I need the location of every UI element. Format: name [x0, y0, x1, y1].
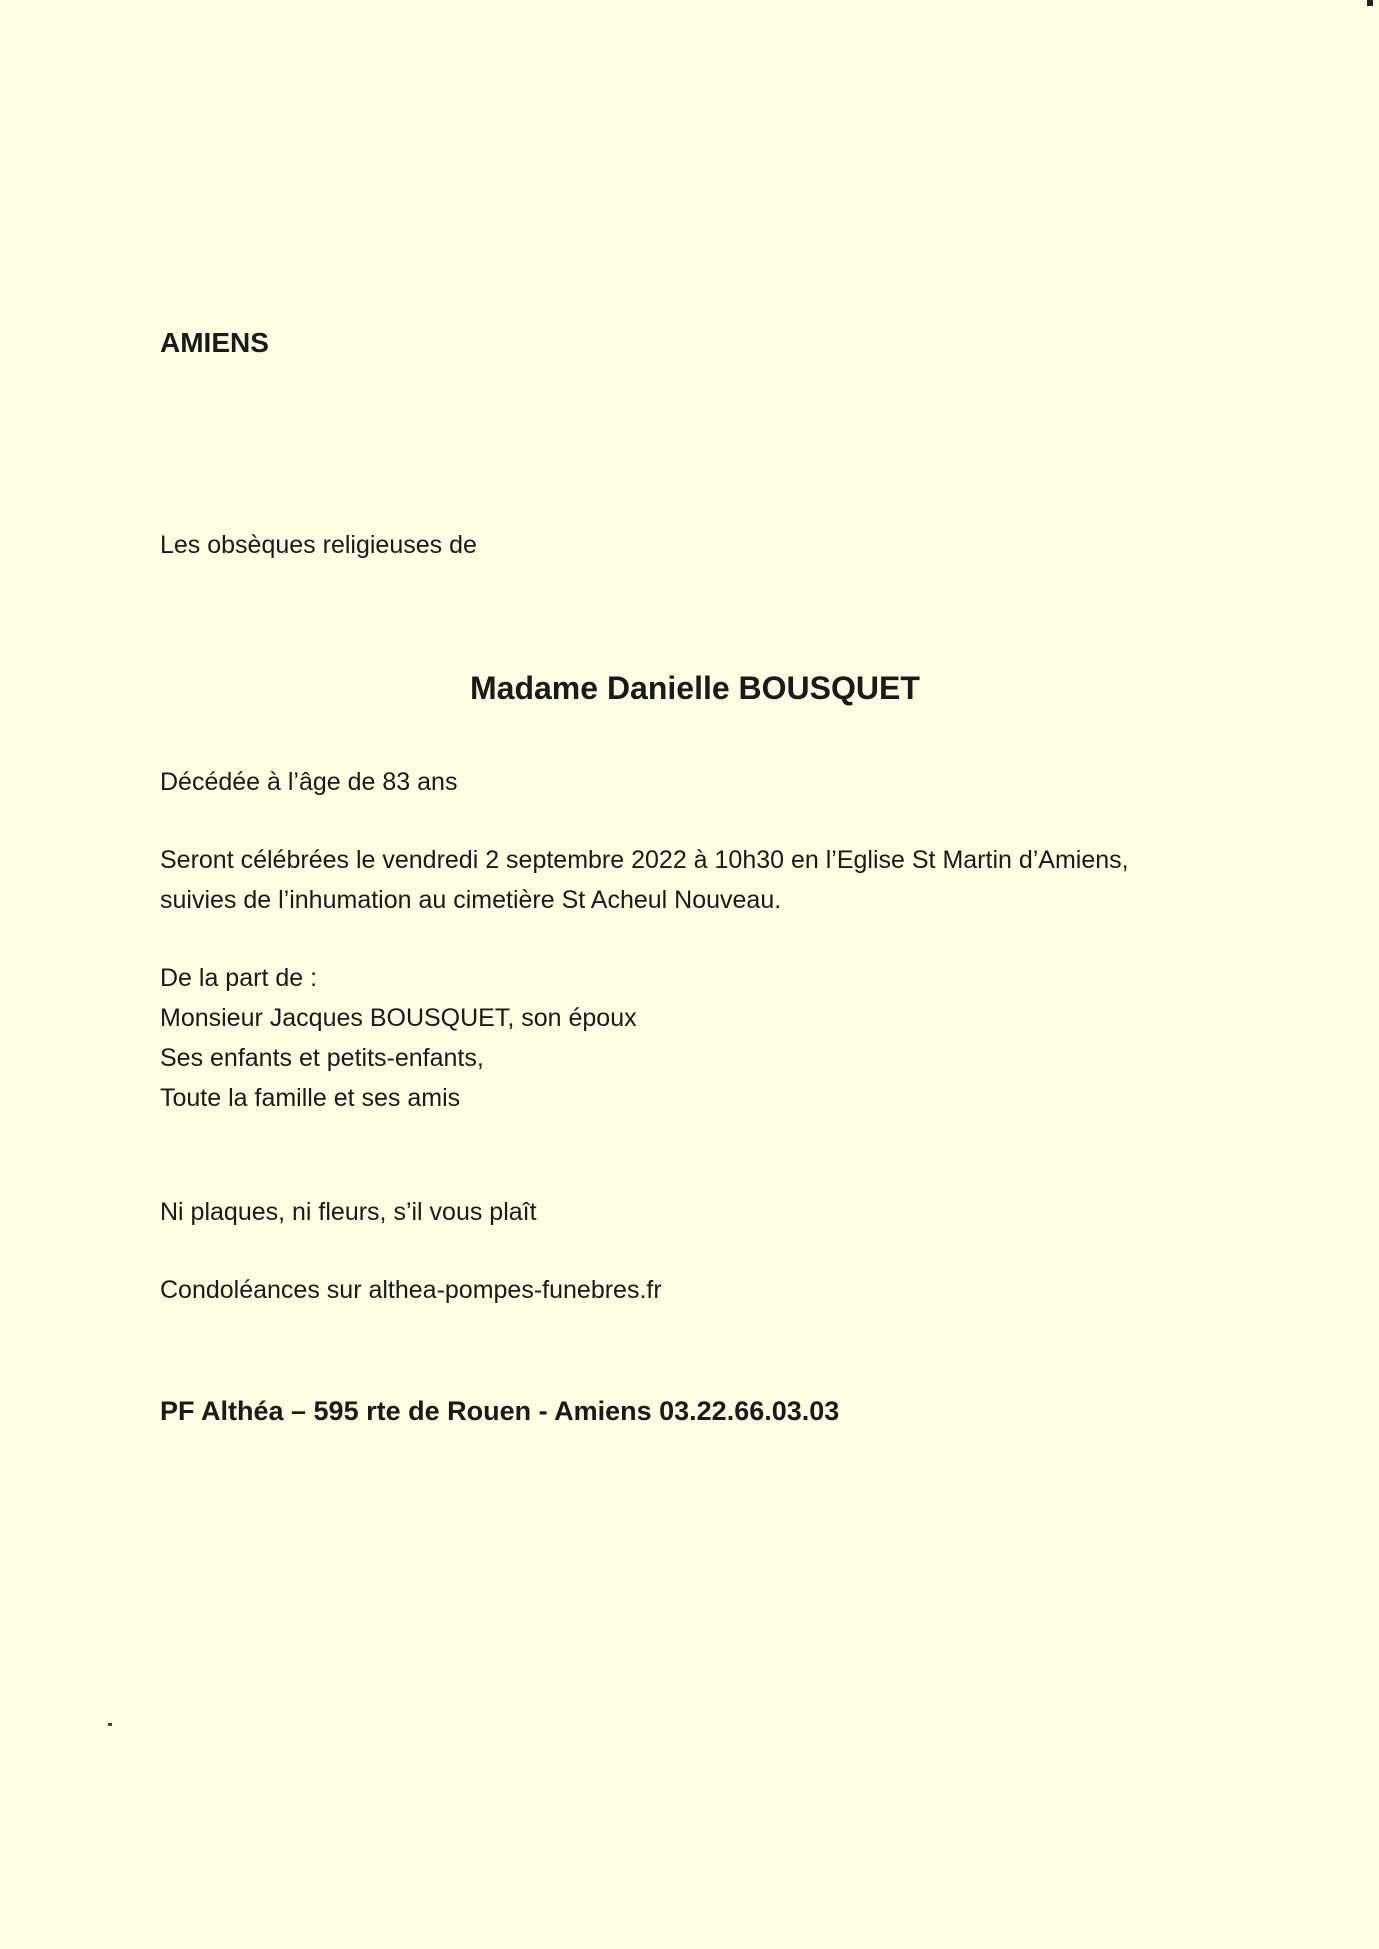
funeral-home-footer: PF Althéa – 595 rte de Rouen - Amiens 03.22.66.03.03: [160, 1396, 840, 1426]
city-heading: AMIENS: [160, 327, 269, 358]
age-line: Décédée à l’âge de 83 ans: [160, 768, 458, 796]
condolences-text: Condoléances sur althea-pompes-funebres.fr: [160, 1276, 662, 1304]
deceased-name: Madame Danielle BOUSQUET: [470, 670, 920, 706]
scan-mark: [108, 1723, 112, 1726]
intro-text: Les obsèques religieuses de: [160, 531, 477, 559]
ceremony-line: Seront célébrées le vendredi 2 septembre 2022 à 10h30 en l’Eglise St Martin d’Amiens,: [160, 846, 1129, 874]
scan-mark: [1367, 0, 1373, 6]
family-line: Ses enfants et petits-enfants,: [160, 1044, 484, 1072]
family-list: [160, 958, 637, 1118]
family-line: Monsieur Jacques BOUSQUET, son époux: [160, 1004, 637, 1032]
family-line: Toute la famille et ses amis: [160, 1084, 461, 1112]
flowers-note: Ni plaques, ni fleurs, s’il vous plaît: [160, 1198, 537, 1226]
family-line: De la part de :: [160, 964, 318, 992]
ceremony-details: [160, 840, 1129, 920]
ceremony-line: suivies de l’inhumation au cimetière St Acheul Nouveau.: [160, 886, 782, 914]
